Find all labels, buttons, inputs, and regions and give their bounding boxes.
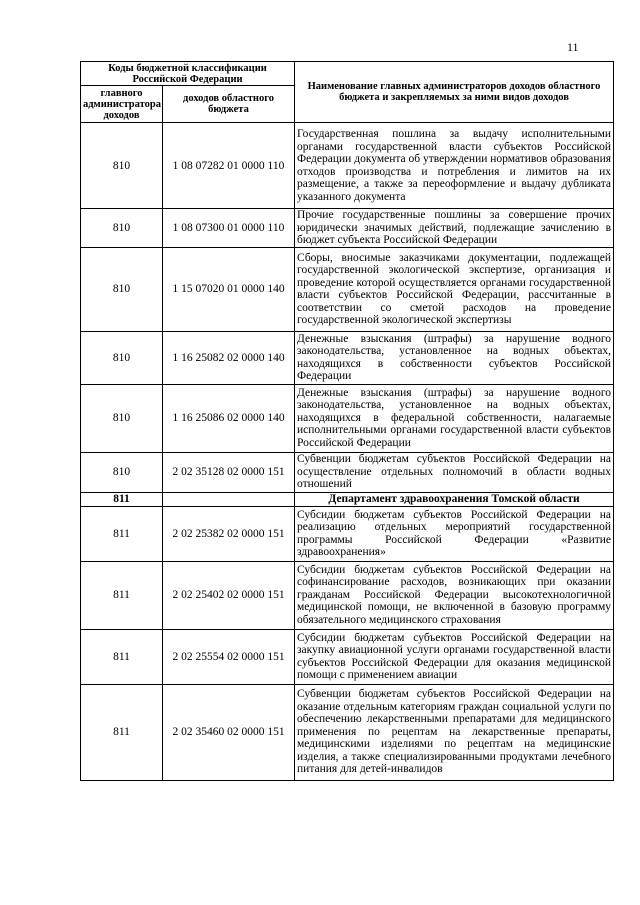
description-cell: Субвенции бюджетам субъектов Российской Федерации на осуществление отдельных полномочий в области водных отношений <box>295 452 614 492</box>
description-cell: Сборы, вносимые заказчиками документации, подлежащей государственной экологической экспертизе, организация и проведение которой осуществляется органами государственной власти субъектов Российской Федерации, рассчитанные в соответствии со сметой расходов на проведение государственной экологической экспертизы <box>295 247 614 331</box>
department-admin-code: 811 <box>81 492 163 506</box>
description-cell: Денежные взыскания (штрафы) за нарушение водного законодательства, установленное на водных объектах, находящихся в собственности субъектов Российской Федерации <box>295 331 614 384</box>
table-row <box>81 247 614 331</box>
header-codes-group: Коды бюджетной классификации Российской Федерации <box>81 62 295 86</box>
description-cell: Прочие государственные пошлины за совершение прочих юридически значимых действий, подлежащие зачислению в бюджет субъекта Российской Федерации <box>295 209 614 248</box>
income-code-cell: 1 15 07020 01 0000 140 <box>163 247 295 331</box>
admin-code-cell: 810 <box>81 247 163 331</box>
income-code-cell: 1 16 25086 02 0000 140 <box>163 384 295 452</box>
description-cell: Субсидии бюджетам субъектов Российской Федерации на софинансирование расходов, возникающих при оказании гражданам Российской Федерации высокотехнологичной медицинской помощи, не включенной в базовую программу обязательного медицинского страхования <box>295 561 614 629</box>
department-empty-cell <box>163 492 295 506</box>
table-row <box>81 331 614 384</box>
table-row <box>81 561 614 629</box>
page-number: 11 <box>567 40 579 54</box>
admin-code-cell: 811 <box>81 629 163 684</box>
admin-code-cell: 811 <box>81 561 163 629</box>
admin-code-cell: 810 <box>81 384 163 452</box>
department-row <box>81 492 614 506</box>
income-code-cell: 1 08 07300 01 0000 110 <box>163 209 295 248</box>
admin-code-cell: 810 <box>81 123 163 209</box>
table-row <box>81 629 614 684</box>
income-code-cell: 1 08 07282 01 0000 110 <box>163 123 295 209</box>
table-row <box>81 452 614 492</box>
table-row <box>81 209 614 248</box>
description-cell: Субсидии бюджетам субъектов Российской Федерации на закупку авиационной услуги органами государственной власти субъектов Российской Федерации для оказания медицинской помощи с применением авиации <box>295 629 614 684</box>
description-cell: Государственная пошлина за выдачу исполнительными органами государственной власти субъектов Российской Федерации документа об утверждении нормативов образования отходов производства и потребления и лимитов на их размещение, а также за переоформление и выдачу дубликата указанного документа <box>295 123 614 209</box>
description-cell: Субсидии бюджетам субъектов Российской Федерации на реализацию отдельных мероприятий государственной программы Российской Федерации «Развитие здравоохранения» <box>295 506 614 561</box>
header-income-code: доходов областного бюджета <box>163 86 295 123</box>
table-row <box>81 506 614 561</box>
admin-code-cell: 811 <box>81 684 163 780</box>
income-code-cell: 2 02 35128 02 0000 151 <box>163 452 295 492</box>
admin-code-cell: 810 <box>81 209 163 248</box>
header-admin-code: главного администратора доходов <box>81 86 163 123</box>
income-code-cell: 2 02 35460 02 0000 151 <box>163 684 295 780</box>
header-row-1 <box>81 62 614 86</box>
budget-codes-table <box>80 61 614 781</box>
admin-code-cell: 810 <box>81 331 163 384</box>
description-cell: Денежные взыскания (штрафы) за нарушение водного законодательства, установленное на водных объектах, находящихся в федеральной собственности, налагаемые исполнительными органами государственной власти субъектов Российской Федерации <box>295 384 614 452</box>
income-code-cell: 2 02 25402 02 0000 151 <box>163 561 295 629</box>
table-row <box>81 384 614 452</box>
admin-code-cell: 811 <box>81 506 163 561</box>
income-code-cell: 2 02 25382 02 0000 151 <box>163 506 295 561</box>
department-name: Департамент здравоохранения Томской области <box>295 492 614 506</box>
table-row <box>81 123 614 209</box>
description-cell: Субвенции бюджетам субъектов Российской Федерации на оказание отдельным категориям граждан социальной услуги по обеспечению лекарственными препаратами для медицинского применения по рецептам на лекарственные препараты, медицинскими изделиями по рецептам на медицинские изделия, а также специализированными продуктами лечебного питания для детей-инвалидов <box>295 684 614 780</box>
income-code-cell: 1 16 25082 02 0000 140 <box>163 331 295 384</box>
header-name: Наименование главных администраторов доходов областного бюджета и закрепляемых за ними видов доходов <box>295 62 614 123</box>
admin-code-cell: 810 <box>81 452 163 492</box>
income-code-cell: 2 02 25554 02 0000 151 <box>163 629 295 684</box>
table-row <box>81 684 614 780</box>
